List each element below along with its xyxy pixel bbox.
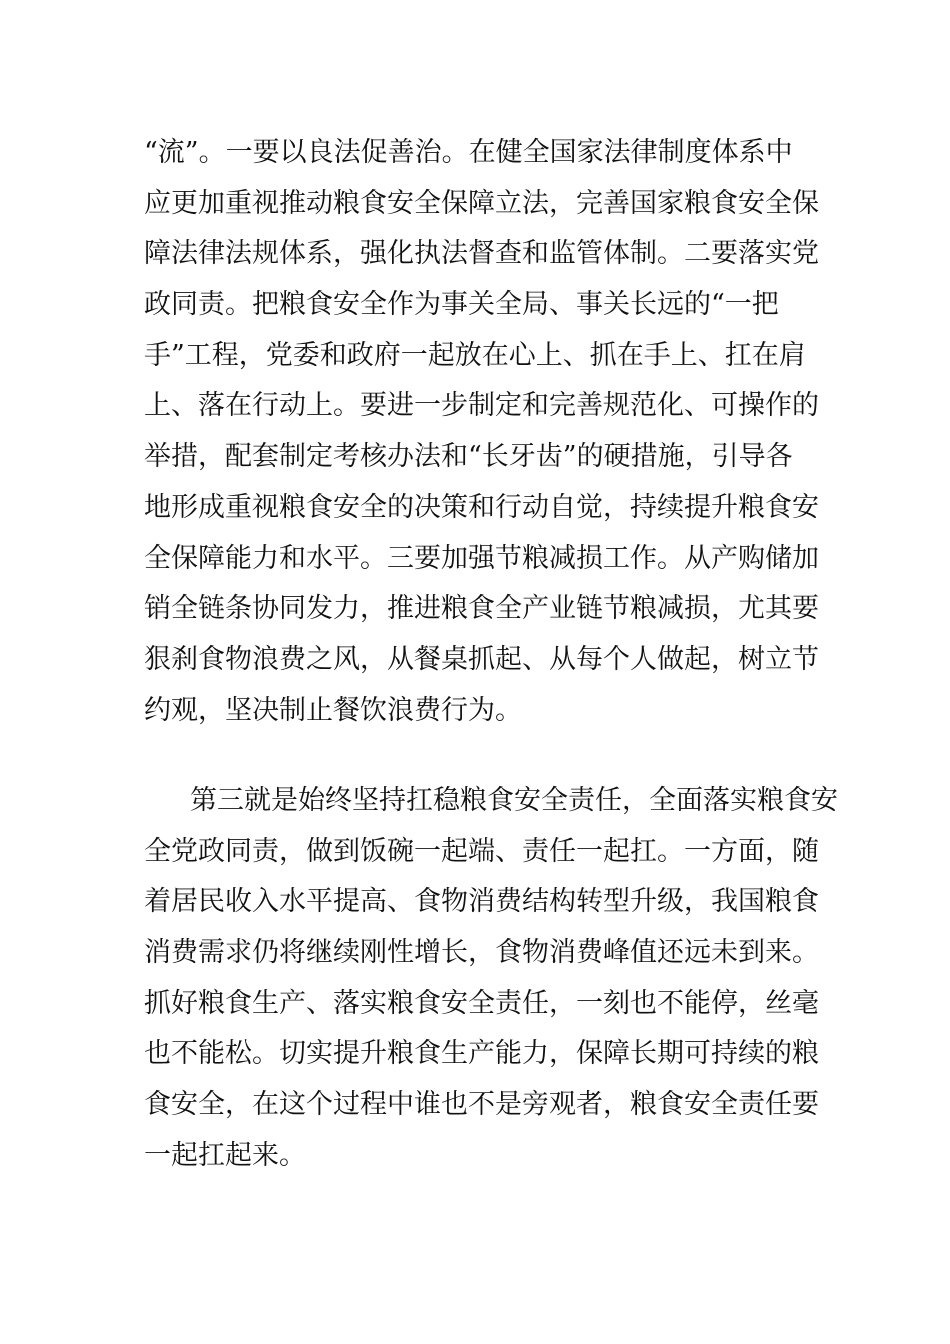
paragraph-line: 一起扛起来。 <box>144 1139 306 1171</box>
paragraph-line: 着居民收入水平提高、食物消费结构转型升级，我国粮食 <box>144 886 819 918</box>
paragraph-line: 举措，配套制定考核办法和“长牙齿”的硬措施，引导各 <box>144 441 793 473</box>
paragraph-line: 狠刹食物浪费之风，从餐桌抓起、从每个人做起，树立节 <box>144 643 819 675</box>
paragraph-line: 上、落在行动上。要进一步制定和完善规范化、可操作的 <box>144 390 819 422</box>
paragraph-line: 障法律法规体系，强化执法督查和监管体制。二要落实党 <box>144 238 819 270</box>
paragraph-line: “流”。一要以良法促善治。在健全国家法律制度体系中 <box>144 137 793 168</box>
paragraph-line: 食安全，在这个过程中谁也不是旁观者，粮食安全责任要 <box>144 1089 819 1121</box>
paragraph-line: 手”工程，党委和政府一起放在心上、抓在手上、扛在肩 <box>144 339 806 371</box>
paragraph-2 <box>144 776 838 1182</box>
paragraph-line: 销全链条协同发力，推进粮食全产业链节粮减损，尤其要 <box>144 593 819 625</box>
paragraph-line: 政同责。把粮食安全作为事关全局、事关长远的“一把 <box>144 289 779 321</box>
paragraph-line: 地形成重视粮食安全的决策和行动自觉，持续提升粮食安 <box>144 491 819 523</box>
paragraph-line: 全保障能力和水平。三要加强节粮减损工作。从产购储加 <box>144 542 819 574</box>
paragraph-line: 消费需求仍将继续刚性增长，食物消费峰值还远未到来。 <box>144 937 819 969</box>
paragraph-1 <box>144 128 819 736</box>
paragraph-line: 抓好粮食生产、落实粮食安全责任，一刻也不能停，丝毫 <box>144 987 819 1019</box>
paragraph-line: 约观，坚决制止餐饮浪费行为。 <box>144 694 522 726</box>
paragraph-line: 也不能松。切实提升粮食生产能力，保障长期可持续的粮 <box>144 1038 819 1070</box>
paragraph-line: 全党政同责，做到饭碗一起端、责任一起扛。一方面，随 <box>144 835 819 867</box>
paragraph-line: 应更加重视推动粮食安全保障立法，完善国家粮食安全保 <box>144 187 819 219</box>
paragraph-line: 第三就是始终坚持扛稳粮食安全责任，全面落实粮食安 <box>190 785 838 816</box>
